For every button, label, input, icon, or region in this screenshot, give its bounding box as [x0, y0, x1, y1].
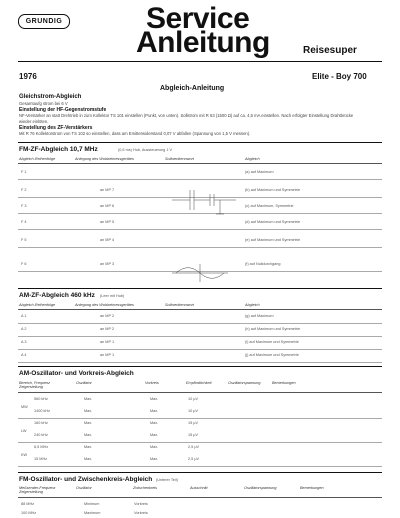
am-osc-col-sens: Empfindlichkeit: [186, 381, 212, 385]
fm-osc-title: FM-Oszillator- und Zwischenkreis-Abgleich: [19, 476, 153, 483]
fm-zf-circuit-sketch: [170, 180, 240, 220]
am-osc-col-freq: Bereich, Frequenz Zeigerstellung: [19, 381, 51, 389]
table-row-adjust: (h) auf Maximum und Symmetrie: [245, 327, 301, 331]
table-row-step: A 4: [21, 353, 27, 357]
am-zf-col-ref: Sollwertkennwort: [165, 303, 194, 307]
table-row-freq: 1400 kHz: [34, 409, 51, 413]
table-row-pre: Vorkreis: [134, 502, 148, 506]
am-osc-header-rule: [18, 392, 382, 393]
am-osc-title: AM-Oszillator- und Vorkreis-Abgleich: [19, 370, 134, 377]
band-label: MW: [21, 405, 28, 409]
fm-osc-note: (Unterer Teil): [156, 478, 178, 482]
table-row-step: A 2: [21, 327, 27, 331]
table-row-osc: Minimum: [84, 502, 100, 506]
am-osc-col-pre: Vorkreis: [145, 381, 159, 385]
table-row-adjust: (a) auf Maximum: [245, 170, 274, 174]
table-row-osc: Max.: [84, 397, 93, 401]
am-zf-note: (Leer mit Hub): [100, 294, 125, 298]
table-row-conn: an MP 4: [100, 238, 115, 242]
year: 1976: [19, 72, 37, 81]
table-row-conn: an MP 2: [100, 314, 115, 318]
table-row-adjust: (g) auf Maximum: [245, 314, 274, 318]
band-label: LW: [21, 429, 27, 433]
table-row-adjust: (d) auf Maximum und Symmetrie: [245, 220, 301, 224]
table-row-pre: Max.: [150, 409, 159, 413]
fm-osc-col-volt: Oszillatorspannung: [244, 486, 277, 490]
table-row-pre: Max.: [150, 397, 159, 401]
am-zf-title: AM-ZF-Abgleich 460 kHz: [19, 292, 95, 299]
row-divider: [18, 349, 382, 350]
table-row-freq: 88 MHz: [21, 502, 35, 506]
am-osc-col-note: Bemerkungen: [272, 381, 296, 385]
table-row-freq: 100 MHz: [21, 511, 37, 515]
row-divider: [18, 229, 382, 230]
am-zf-header-rule: [18, 309, 382, 310]
table-row-sens: 2,5 µV: [188, 457, 200, 461]
table-row-conn: an MP 6: [100, 204, 115, 208]
table-row-adjust: (c) auf Maximum, Symmetrie: [245, 204, 294, 208]
am-osc-col-volt: Oszillatorspannung: [228, 381, 261, 385]
table-row-sens: 10 µV: [188, 397, 198, 401]
table-row-pre: Max.: [150, 433, 159, 437]
am-osc-col-osc: Oszillator: [76, 381, 92, 385]
row-divider: [18, 466, 382, 467]
table-row-conn: an MP 1: [100, 340, 115, 344]
am-zf-col-step: Abgleich-Reihenfolge: [19, 303, 56, 307]
model-name: Elite - Boy 700: [312, 72, 367, 81]
fm-osc-header-rule: [18, 497, 382, 498]
table-row-osc: Max.: [84, 409, 93, 413]
table-row-adjust: (e) auf Maximum und Symmetrie: [245, 238, 301, 242]
table-row-step: F 4: [21, 220, 27, 224]
fm-zf-col-adjust: Abgleich: [245, 157, 260, 161]
table-row-freq: 15 MHz: [34, 457, 48, 461]
table-row-freq: 160 kHz: [34, 421, 48, 425]
table-row-freq: 6,5 MHz: [34, 445, 49, 449]
table-row-sens: 15 µV: [188, 433, 198, 437]
fm-zf-col-ref: Sollwertkennwort: [165, 157, 194, 161]
row-divider: [18, 323, 382, 324]
row-divider: [18, 336, 382, 337]
fm-osc-col-note: Bemerkungen: [300, 486, 324, 490]
table-row-conn: an MP 7: [100, 188, 115, 192]
table-row-adjust: (j) auf Maximum und Symmetrie: [245, 353, 299, 357]
fm-zf-title: FM-ZF-Abgleich 10,7 MHz: [19, 146, 98, 153]
row-divider: [18, 247, 382, 248]
intro-text-2: NF-Verstärker an statt Drehtrieb in zum Kollektor TS 101 einstellen (Punkt, von unten). Sollstrom mit R 63 (1500 Ω) auf ca. 4,6 mA einstellen. Nach erfolgter Einstellung Drahtbrücke wieder einlöten.: [19, 113, 354, 124]
table-row-adjust: (i) auf Maximum und Symmetrie: [245, 340, 299, 344]
title-line-2: Anleitung: [136, 26, 270, 59]
table-row-step: F 6: [21, 262, 27, 266]
table-row-step: F 5: [21, 238, 27, 242]
table-row-step: F 2: [21, 188, 27, 192]
table-row-pre: Vorkreis: [134, 511, 148, 515]
fm-zf-col-step: Abgleich-Reihenfolge: [19, 157, 56, 161]
band-label: KW: [21, 453, 28, 457]
fm-osc-col-cut: Ausschnitt: [190, 486, 208, 490]
fm-osc-col-freq: Meßsender-Frequenz Zeigerstellung: [19, 486, 56, 494]
table-row-conn: an MP 5: [100, 220, 115, 224]
table-row-adjust: (b) auf Maximum und Symmetrie: [245, 188, 301, 192]
table-row-osc: Max.: [84, 445, 93, 449]
intro-heading-3: Einstellung des ZF-Verstärkers: [19, 125, 93, 131]
am-zf-col-adjust: Abgleich: [245, 303, 260, 307]
doc-heading: Abgleich-Anleitung: [160, 85, 225, 92]
intro-text-3: Mit R 76 Kollektorstrom von TS 102 so einstellen, dass am Emitterwiderstand 0,07 V abfallen (Spannung von 1,5 V messen).: [19, 131, 251, 136]
title-line-1: Service: [146, 2, 250, 35]
section-rule: [18, 288, 382, 289]
table-row-adjust: (f) auf Nulldurchgang: [245, 262, 281, 266]
table-row-freq: 560 kHz: [34, 397, 48, 401]
brand-logo: GRUNDIG: [18, 14, 70, 29]
row-divider: [18, 442, 382, 443]
table-row-osc: Max.: [84, 421, 93, 425]
table-row-step: A 1: [21, 314, 27, 318]
header-rule: [18, 61, 382, 62]
table-row-pre: Max.: [150, 421, 159, 425]
table-row-pre: Max.: [150, 457, 159, 461]
table-row-freq: 240 kHz: [34, 433, 48, 437]
table-row-osc: Maximum: [84, 511, 101, 515]
fm-zf-s-curve: [170, 262, 230, 284]
table-row-sens: 10 µV: [188, 409, 198, 413]
table-row-step: F 3: [21, 204, 27, 208]
am-zf-col-conn: Anlegung des Wobbelmessgerätes: [75, 303, 134, 307]
row-divider: [18, 362, 382, 363]
intro-heading-2: Einstellung der HF-Gegenstromstufe: [19, 107, 107, 113]
table-row-osc: Max.: [84, 433, 93, 437]
section-rule: [18, 472, 382, 473]
fm-osc-col-pre: Zwischenkreis: [133, 486, 158, 490]
table-row-pre: Max.: [150, 445, 159, 449]
fm-zf-col-conn: Anlegung des Wobbelmessgerätes: [75, 157, 134, 161]
table-row-conn: an MP 3: [100, 262, 115, 266]
table-row-conn: an MP 1: [100, 353, 115, 357]
table-row-sens: 15 µV: [188, 421, 198, 425]
row-divider: [18, 418, 382, 419]
fm-zf-header-rule: [18, 163, 382, 164]
table-row-step: A 3: [21, 340, 27, 344]
subtitle: Reisesuper: [303, 45, 357, 56]
section-rule: [18, 142, 382, 143]
table-row-osc: Max.: [84, 457, 93, 461]
intro-text-1: Gesamtaufg strom bei 6 V: [19, 101, 68, 106]
table-row-conn: an MP 2: [100, 327, 115, 331]
fm-zf-note: (0,5 ms) Hub, Aussteuerung 1 V: [118, 148, 173, 152]
intro-heading-1: Gleichstrom-Abgleich: [19, 94, 82, 100]
fm-osc-col-osc: Oszillator: [76, 486, 92, 490]
table-row-sens: 2,5 µV: [188, 445, 200, 449]
table-row-step: F 1: [21, 170, 27, 174]
section-rule: [18, 366, 382, 367]
